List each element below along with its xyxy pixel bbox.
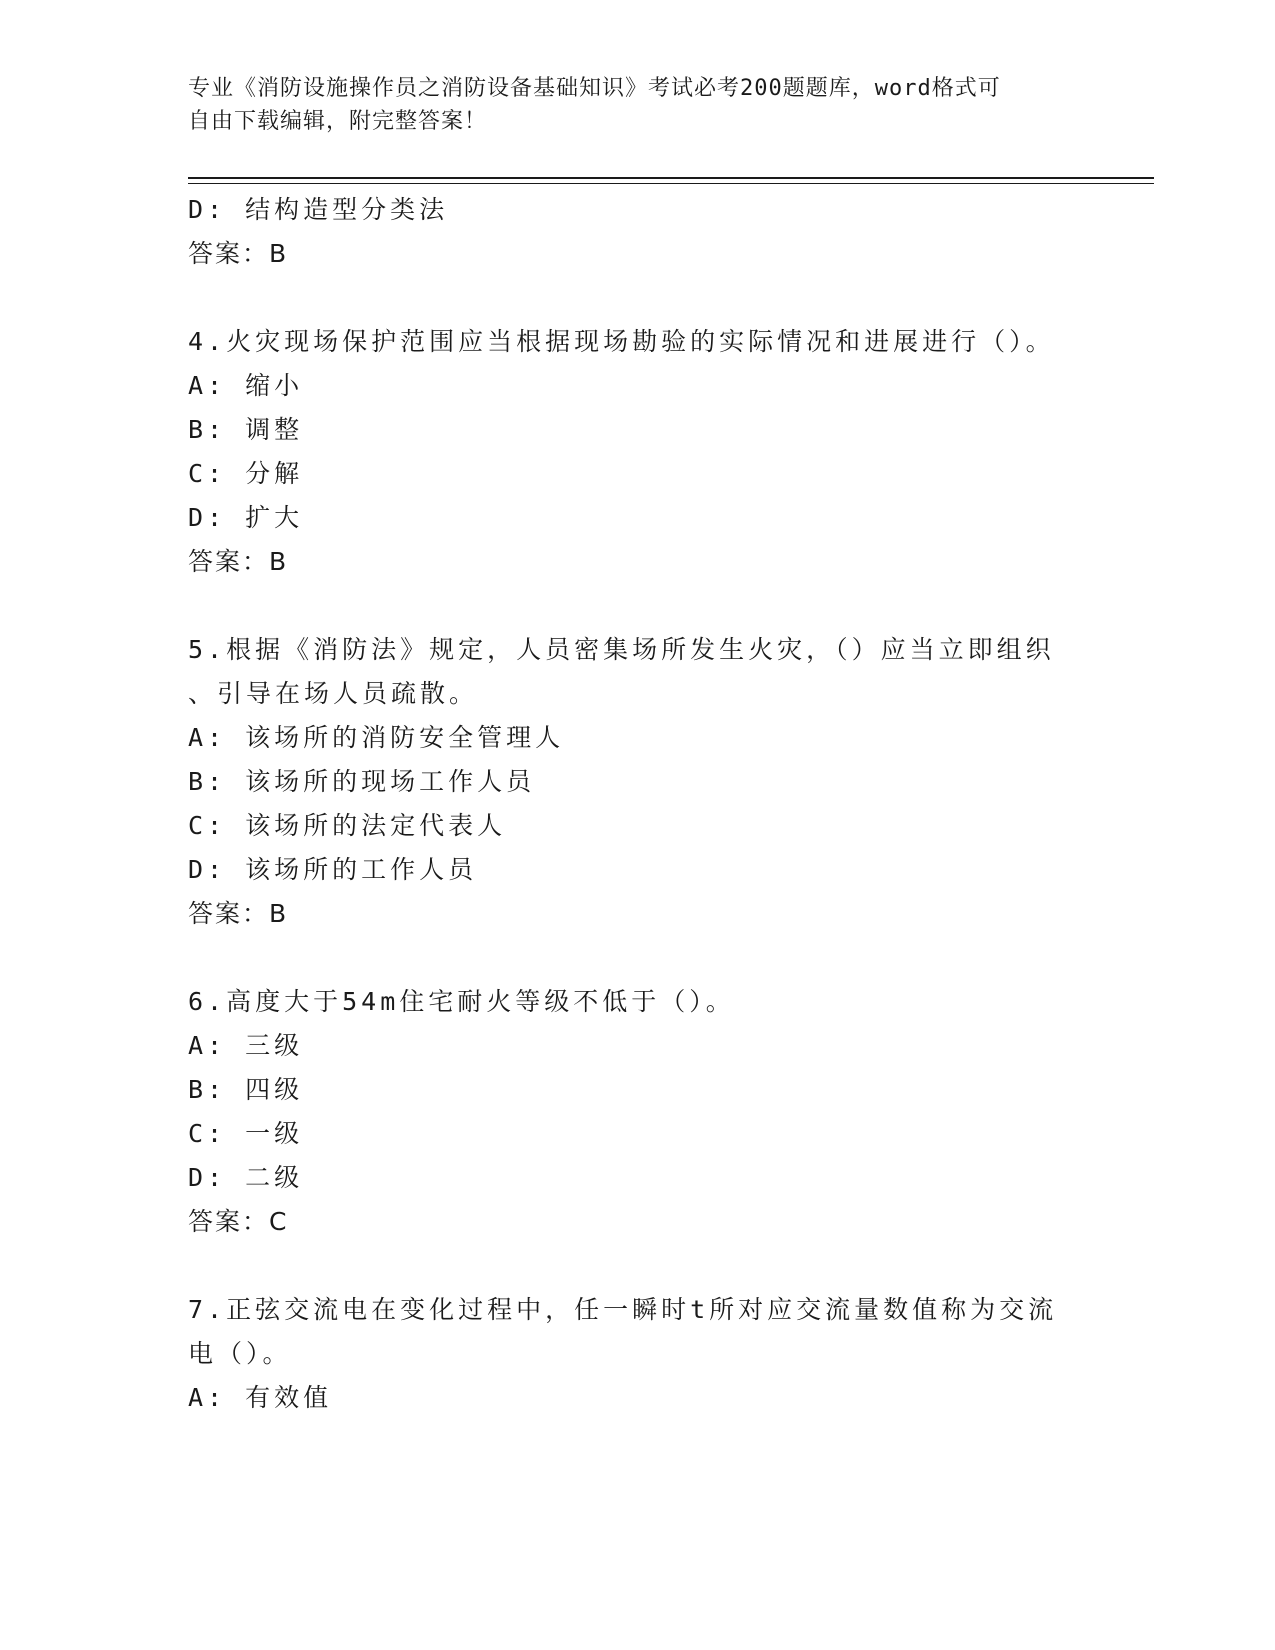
q7-stem-line-2: 电（）。 [188,1339,292,1368]
header-line-1: 专业《消防设施操作员之消防设备基础知识》考试必考200题题库，word格式可 [188,76,1001,101]
q6-option-c: C: 一级 [188,1119,304,1148]
q5-option-a: A: 该场所的消防安全管理人 [188,723,565,752]
q4-option-a: A: 缩小 [188,371,304,400]
q4-option-c: C: 分解 [188,459,304,488]
q7-option-a: A: 有效值 [188,1383,333,1412]
header-divider-thick [188,177,1154,179]
q6-answer: 答案：C [188,1207,289,1236]
q3-answer: 答案：B [188,239,289,268]
q4-answer: 答案：B [188,547,289,576]
q5-answer: 答案：B [188,899,289,928]
q4-stem: 4.火灾现场保护范围应当根据现场勘验的实际情况和进展进行（）。 [188,327,1055,356]
q3-option-d: D: 结构造型分类法 [188,195,449,224]
q7-stem-line-1: 7.正弦交流电在变化过程中，任一瞬时t所对应交流量数值称为交流 [188,1295,1058,1324]
q5-option-d: D: 该场所的工作人员 [188,855,478,884]
header-divider-thin [188,183,1154,184]
header-line-2: 自由下载编辑，附完整答案！ [188,109,488,134]
q4-option-d: D: 扩大 [188,503,304,532]
q5-option-c: C: 该场所的法定代表人 [188,811,507,840]
q6-stem: 6.高度大于54m住宅耐火等级不低于（）。 [188,987,735,1016]
q6-option-d: D: 二级 [188,1163,304,1192]
q6-option-b: B: 四级 [188,1075,304,1104]
document-header [188,72,1068,138]
q5-stem-line-1: 5.根据《消防法》规定，人员密集场所发生火灾，（）应当立即组织 [188,635,1055,664]
q4-option-b: B: 调整 [188,415,304,444]
q5-option-b: B: 该场所的现场工作人员 [188,767,536,796]
q5-stem-line-2: 、引导在场人员疏散。 [188,679,479,708]
q6-option-a: A: 三级 [188,1031,304,1060]
